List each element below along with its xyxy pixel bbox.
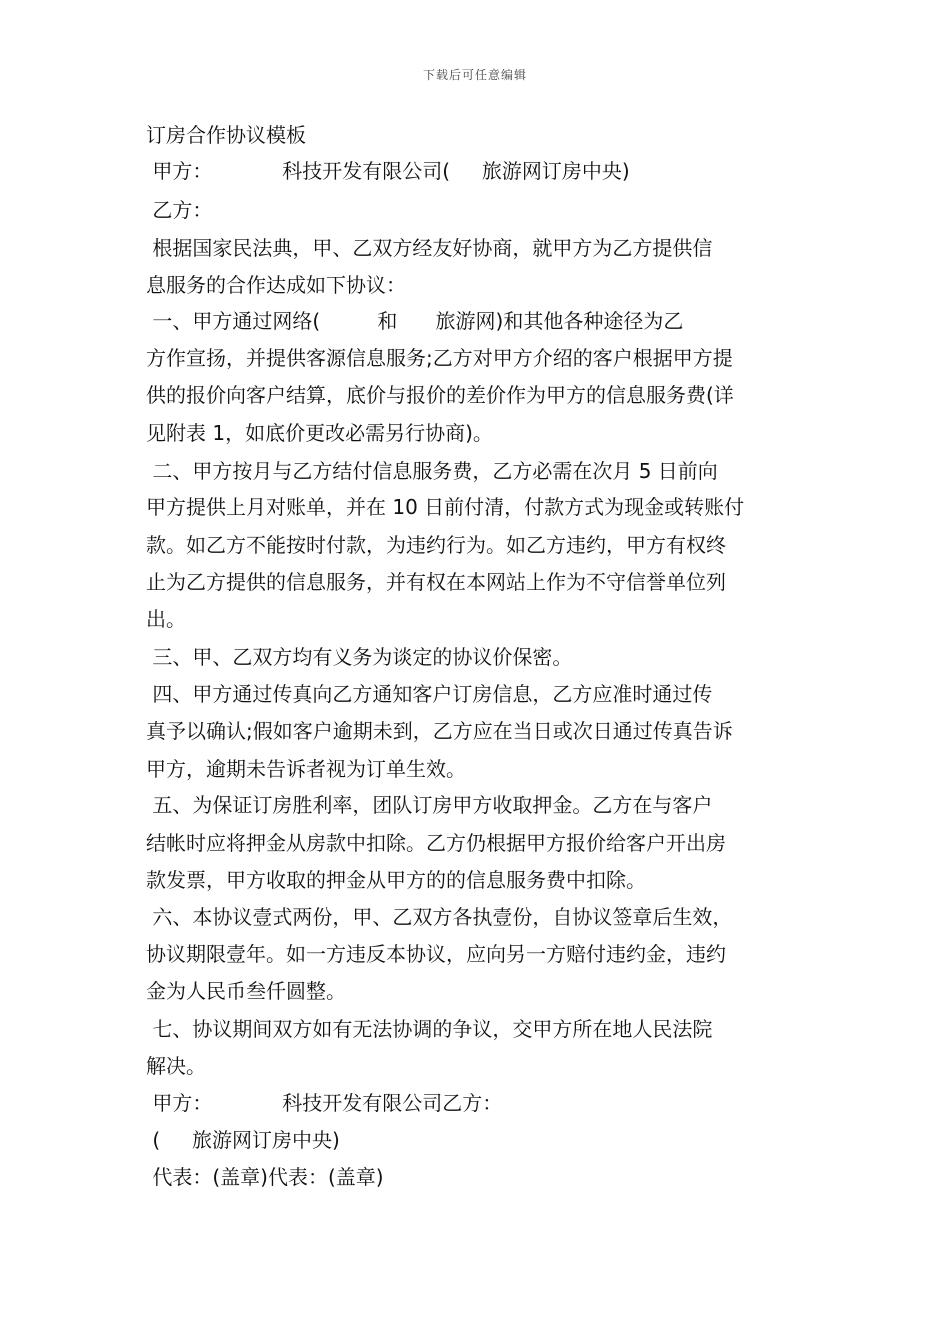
document-title: 订房合作协议模板 [146,123,306,147]
signature-party-line: 甲方： 科技开发有限公司乙方： [146,1091,503,1115]
clause-2-line-3: 款。如乙方不能按时付款，为违约行为。如乙方违约，甲方有权终 [146,533,726,557]
intro-line-2: 息服务的合作达成如下协议： [146,273,406,297]
clause-6-line-1: 六、本协议壹式两份，甲、乙双方各执壹份，自协议签章后生效， [146,905,733,929]
clause-5-line-1: 五、为保证订房胜利率，团队订房甲方收取押金。乙方在与客户 [146,793,713,817]
clause-4-line-2: 真予以确认;假如客户逾期未到，乙方应在当日或次日通过传真告诉 [146,719,733,743]
clause-4-line-3: 甲方，逾期未告诉者视为订单生效。 [146,757,466,781]
clause-4-line-1: 四、甲方通过传真向乙方通知客户订房信息，乙方应准时通过传 [146,682,713,706]
clause-2-line-5: 出。 [146,607,186,631]
clause-7-line-1: 七、协议期间双方如有无法协调的争议，交甲方所在地人民法院 [146,1017,713,1041]
clause-1-line-2: 方作宣扬，并提供客源信息服务;乙方对甲方介绍的客户根据甲方提 [146,346,733,370]
clause-3-line-1: 三、甲、乙双方均有义务为谈定的协议价保密。 [146,645,573,669]
clause-1-line-3: 供的报价向客户结算，底价与报价的差价作为甲方的信息服务费(详 [146,383,734,407]
clause-5-line-3: 款发票，甲方收取的押金从甲方的的信息服务费中扣除。 [146,868,646,892]
intro-line-1: 根据国家民法典，甲、乙双方经友好协商，就甲方为乙方提供信 [146,236,713,260]
clause-2-line-4: 止为乙方提供的信息服务，并有权在本网站上作为不守信誉单位列 [146,570,726,594]
party-a-line: 甲方： 科技开发有限公司( 旅游网订房中央) [146,159,630,183]
clause-6-line-2: 协议期限壹年。如一方违反本协议，应向另一方赔付违约金，违约 [146,942,726,966]
clause-2-line-2: 甲方提供上月对账单，并在 10 日前付清，付款方式为现金或转账付 [146,495,745,519]
clause-2-line-1: 二、甲方按月与乙方结付信息服务费，乙方必需在次月 5 日前向 [146,459,718,483]
clause-6-line-3: 金为人民币叁仟圆整。 [146,979,346,1003]
clause-5-line-2: 结帐时应将押金从房款中扣除。乙方仍根据甲方报价给客户开出房 [146,831,726,855]
header-note: 下载后可任意编辑 [422,68,527,82]
clause-1-line-1: 一、甲方通过网络( 和 旅游网)和其他各种途径为乙 [146,309,684,333]
clause-1-line-4: 见附表 1，如底价更改必需另行协商)。 [146,421,493,445]
signature-travel-line: ( 旅游网订房中央) [146,1128,340,1152]
party-b-line: 乙方： [146,198,213,222]
signature-representative-line: 代表：(盖章)代表：(盖章) [146,1165,384,1189]
clause-7-line-2: 解决。 [146,1054,206,1078]
